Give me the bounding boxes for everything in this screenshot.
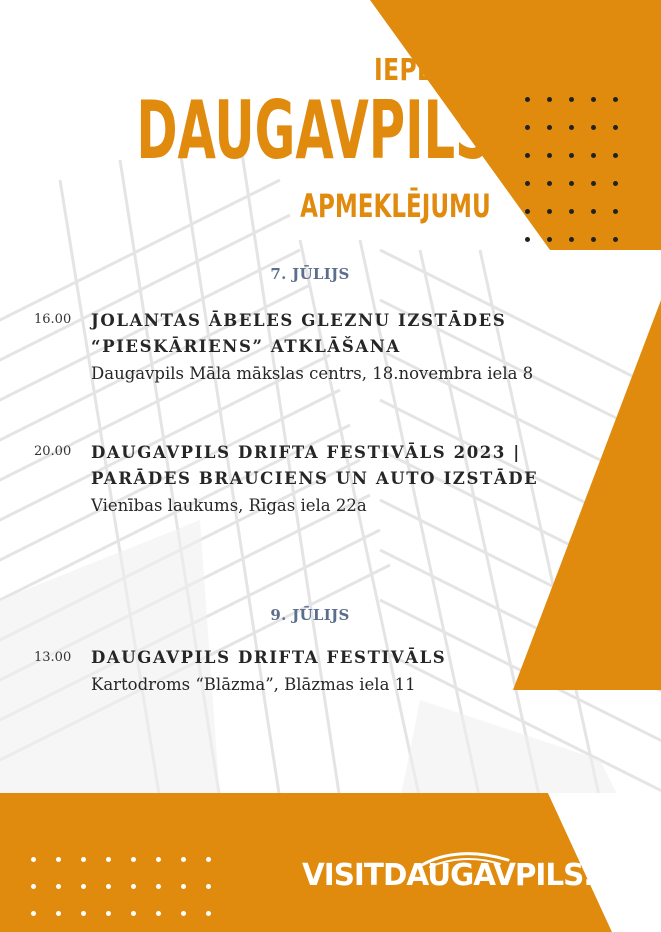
event-title-line: DAUGAVPILS DRIFTA FESTIVĀLS 2023 |	[91, 443, 521, 462]
date-heading-day-2: 9. JŪLIJS	[270, 606, 350, 624]
right-orange-triangle	[513, 300, 661, 690]
header-line-1: IEPLĀNO	[373, 53, 491, 88]
event-title-line: PARĀDES BRAUCIENS UN AUTO IZSTĀDE	[91, 469, 539, 488]
event-location: Vienības laukums, Rīgas iela 22a	[91, 496, 367, 515]
date-heading-day-1: 7. JŪLIJS	[270, 265, 350, 283]
event-location: Kartodroms “Blāzma”, Blāzmas iela 11	[91, 675, 416, 694]
event-title	[91, 440, 538, 492]
event-title	[91, 308, 506, 360]
event-title-line: JOLANTAS ĀBELES GLEZNU IZSTĀDES	[91, 311, 507, 330]
event-title-line: “PIESKĀRIENS” ATKLĀŠANA	[91, 337, 401, 356]
event-time: 13.00	[34, 650, 72, 665]
event-time: 16.00	[34, 312, 72, 327]
header-line-3: APMEKLĒJUMU	[300, 187, 491, 225]
event-time: 20.00	[34, 444, 72, 459]
decorative-dot-grid-bottom	[31, 857, 211, 916]
event-title-line: DAUGAVPILS DRIFTA FESTIVĀLS	[91, 648, 447, 667]
event-title	[91, 645, 446, 671]
visitdaugavpils-logo[interactable]: VISITDAUGAVPILS.LV	[302, 858, 629, 893]
decorative-dot-grid-top	[525, 97, 618, 242]
event-location: Daugavpils Māla mākslas centrs, 18.novembra iela 8	[91, 364, 534, 383]
header-title: DAUGAVPILS	[136, 84, 491, 177]
